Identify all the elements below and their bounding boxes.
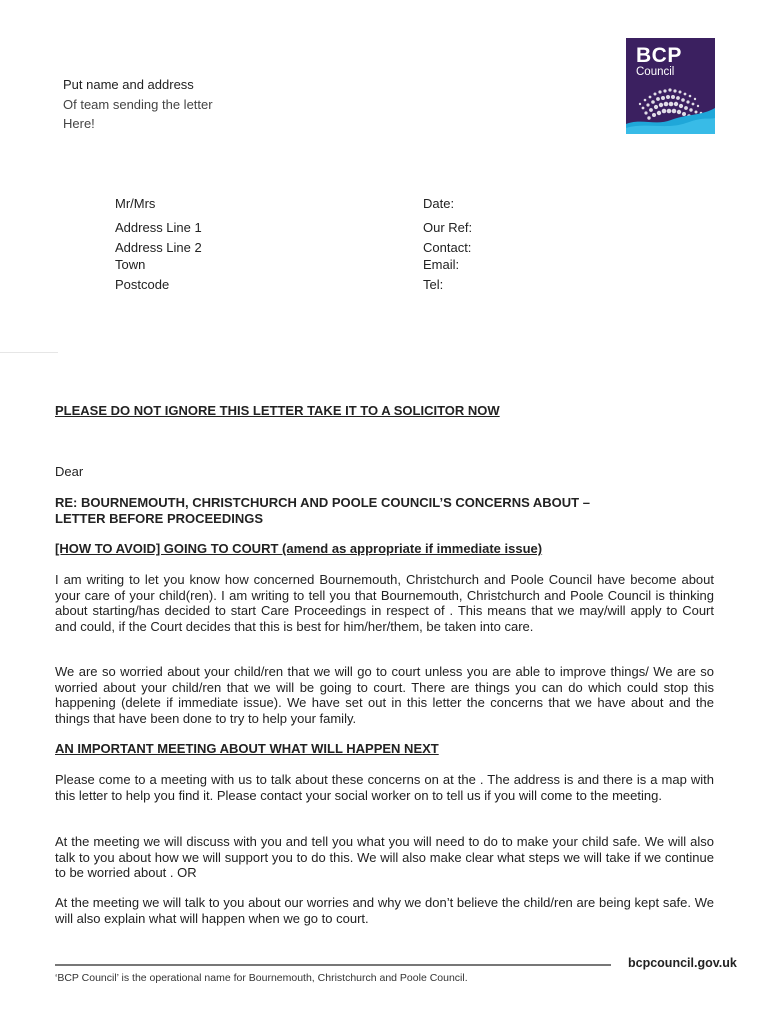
salutation: Dear (55, 464, 84, 479)
meta-contact: Contact: (423, 240, 472, 255)
recipient-address-1: Address Line 1 (115, 220, 202, 235)
paragraph-meeting-invite: Please come to a meeting with us to talk about these concerns on at the . The address is and there is a map with this letter to help you find it. Please contact your social worker on to tell us if you will come to the meeting. (55, 772, 714, 803)
paragraph-meeting-discuss: At the meeting we will discuss with you and tell you what you will need to do to make your child safe. We will also talk to you about how we will support you to do this. We will also make clear what steps we will take if we continue to be worried about . OR (55, 834, 714, 880)
meta-ref: Our Ref: (423, 220, 473, 235)
footer-website: bcpcouncil.gov.uk (628, 956, 737, 970)
paragraph-concern: I am writing to let you know how concerned Bournemouth, Christchurch and Poole Council have become about your care of your child(ren). I am writing to tell you that Bournemouth, Christchurch and Poole Council is thinking about starting/has decided to start Care Proceedings in respect of . This means that we may/will apply to Court and could, if the Court decides that this is best for him/her/them, be taken into care. (55, 572, 714, 634)
recipient-postcode: Postcode (115, 277, 170, 292)
meta-email: Email: (423, 257, 460, 272)
recipient-name: Mr/Mrs (115, 196, 156, 211)
recipient-town: Town (115, 257, 146, 272)
warning-heading: PLEASE DO NOT IGNORE THIS LETTER TAKE IT TO A SOLICITOR NOW (55, 403, 500, 418)
recipient-address-2: Address Line 2 (115, 240, 202, 255)
re-line-2: LETTER BEFORE PROCEEDINGS (55, 511, 264, 526)
sender-line-3: Here! (63, 116, 95, 131)
meta-tel: Tel: (423, 277, 444, 292)
footer-divider (55, 964, 611, 966)
re-line-1: RE: BOURNEMOUTH, CHRISTCHURCH AND POOLE COUNCIL’S CONCERNS ABOUT – (55, 495, 590, 510)
logo-subtitle: Council (636, 66, 675, 78)
logo-brand: BCP (636, 44, 682, 67)
bcp-council-logo (626, 38, 715, 134)
meta-date: Date: (423, 196, 455, 211)
paragraph-meeting-worries: At the meeting we will talk to you about our worries and why we don’t believe the child/ren are being kept safe. We will also explain what will happen when we go to court. (55, 895, 714, 926)
court-subheading: [HOW TO AVOID] GOING TO COURT (amend as appropriate if immediate issue) (55, 541, 543, 556)
footer-note: ‘BCP Council’ is the operational name for Bournemouth, Christchurch and Poole Council. (55, 972, 468, 984)
paragraph-worried: We are so worried about your child/ren that we will go to court unless you are able to improve things/ We are so worried about your child/ren that we will be going to court. There are things you can do which could stop this happening (delete if immediate issue). We have set out in this letter the concerns that we have about and the things that have been done to try to help your family. (55, 664, 714, 726)
sender-address (63, 75, 213, 134)
sender-line-2: Of team sending the letter (63, 96, 213, 112)
sender-line-1: Put name and address (63, 77, 194, 92)
margin-divider (0, 352, 58, 353)
meeting-heading: AN IMPORTANT MEETING ABOUT WHAT WILL HAPPEN NEXT (55, 741, 439, 756)
